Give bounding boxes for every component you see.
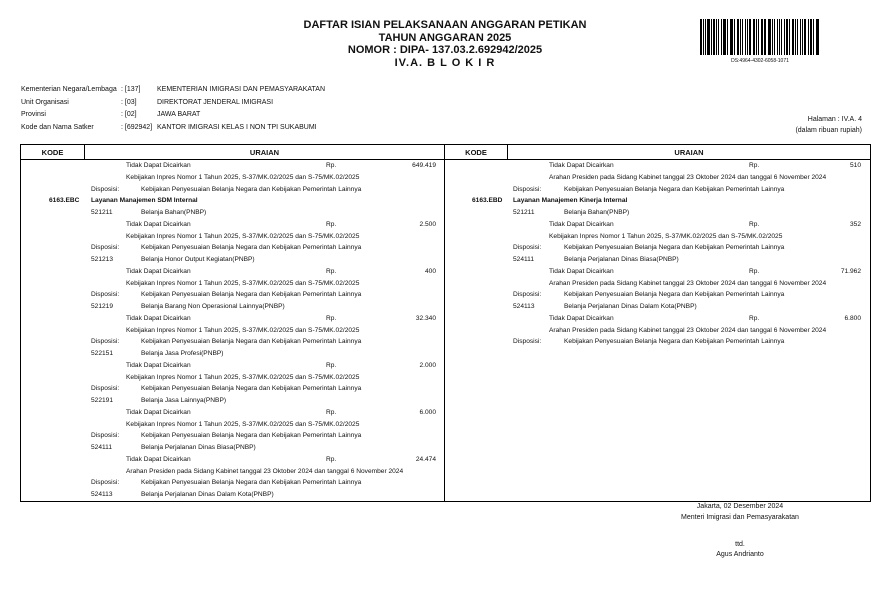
- table-row: [21, 466, 444, 478]
- table-row: [21, 219, 444, 231]
- table-row: [445, 266, 870, 278]
- table-row: [445, 289, 870, 301]
- ds-code: DS:4964-4302-6058-1071: [731, 58, 789, 64]
- table-row: [445, 184, 870, 196]
- table-row: [21, 430, 444, 442]
- cell-code: 6163.EBC: [49, 197, 80, 205]
- header-lbl: Kode dan Nama Satker: [21, 123, 94, 131]
- cell-a: Layanan Manajemen SDM Internal: [91, 197, 198, 205]
- table-row: [21, 407, 444, 419]
- cell-rp: Rp.: [326, 408, 337, 416]
- table-row: [21, 489, 444, 501]
- cell-b: Kebijakan Inpres Nomor 1 Tahun 2025, S-37/MK.02/2025 dan S-75/MK.02/2025: [126, 326, 360, 334]
- cell-amt: 71.962: [840, 267, 861, 275]
- cell-rp: Rp.: [749, 314, 760, 322]
- cell-b: Arahan Presiden pada Sidang Kabinet tanggal 23 Oktober 2024 dan tanggal 6 November 2024: [549, 279, 827, 287]
- cell-b: Kebijakan Penyesuaian Belanja Negara dan Kebijakan Pemerintah Lainnya: [141, 432, 362, 440]
- cell-a: 524111: [513, 256, 535, 263]
- cell-b: Kebijakan Inpres Nomor 1 Tahun 2025, S-37/MK.02/2025 dan S-75/MK.02/2025: [549, 232, 783, 240]
- cell-code: 6163.EBD: [472, 197, 503, 205]
- cell-a: Disposisi:: [513, 338, 542, 346]
- cell-rp: Rp.: [749, 220, 760, 228]
- cell-a: 521219: [91, 303, 114, 310]
- cell-amt: 400: [424, 267, 436, 275]
- header-code: : [03]: [121, 98, 137, 106]
- table-row: [445, 242, 870, 254]
- cell-b: Kebijakan Inpres Nomor 1 Tahun 2025, S-37/MK.02/2025 dan S-75/MK.02/2025: [126, 173, 360, 181]
- header-code: : [02]: [121, 111, 137, 118]
- cell-b: Belanja Perjalanan Dinas Dalam Kota(PNBP): [141, 491, 274, 498]
- cell-b: Kebijakan Penyesuaian Belanja Negara dan Kebijakan Pemerintah Lainnya: [564, 185, 785, 193]
- right-column: [445, 160, 871, 502]
- table-row: [445, 219, 870, 231]
- cell-a: Disposisi:: [91, 385, 120, 393]
- cell-b: Belanja Perjalanan Dinas Biasa(PNBP): [564, 256, 679, 263]
- cell-b: Kebijakan Penyesuaian Belanja Negara dan Kebijakan Pemerintah Lainnya: [141, 479, 362, 487]
- cell-b: Kebijakan Penyesuaian Belanja Negara dan Kebijakan Pemerintah Lainnya: [564, 291, 785, 299]
- table-row: [21, 301, 444, 313]
- col-header-kode-left: KODE: [21, 145, 85, 160]
- cell-rp: Rp.: [326, 162, 337, 169]
- cell-a: Disposisi:: [91, 432, 120, 440]
- table-row: [21, 325, 444, 337]
- signature-place-date: Jakarta, 02 Desember 2024: [696, 503, 784, 510]
- table-row: [445, 195, 870, 207]
- cell-rp: Rp.: [326, 361, 337, 369]
- cell-b: Kebijakan Inpres Nomor 1 Tahun 2025, S-37/MK.02/2025 dan S-75/MK.02/2025: [126, 420, 360, 428]
- table-row: [445, 278, 870, 290]
- cell-b: Arahan Presiden pada Sidang Kabinet tanggal 23 Oktober 2024 dan tanggal 6 November 2024: [126, 467, 404, 475]
- cell-amt: 510: [849, 162, 861, 169]
- cell-b: Kebijakan Penyesuaian Belanja Negara dan Kebijakan Pemerintah Lainnya: [141, 244, 362, 252]
- cell-amt: 2.000: [419, 361, 436, 369]
- cell-amt: 24.474: [415, 455, 436, 463]
- table-row: [21, 195, 444, 207]
- signature-position: Menteri Imigrasi dan Pemasyarakatan: [681, 514, 799, 521]
- cell-a: 522151: [91, 350, 114, 357]
- cell-a: 521211: [513, 209, 535, 216]
- table-row: [21, 242, 444, 254]
- cell-b: Tidak Dapat Dicairkan: [126, 314, 191, 322]
- cell-amt: 6.000: [419, 408, 436, 416]
- table-row: [21, 372, 444, 384]
- cell-b: Tidak Dapat Dicairkan: [549, 314, 614, 322]
- cell-b: Belanja Perjalanan Dinas Biasa(PNBP): [141, 444, 256, 451]
- header-val: DIREKTORAT JENDERAL IMIGRASI: [157, 98, 274, 106]
- table-row: [21, 477, 444, 489]
- cell-b: Tidak Dapat Dicairkan: [126, 220, 191, 228]
- cell-a: 521213: [91, 256, 114, 263]
- cell-a: Disposisi:: [91, 185, 120, 193]
- table-row: [21, 278, 444, 290]
- doc-title-line2: TAHUN ANGGARAN 2025: [378, 31, 512, 44]
- cell-a: Disposisi:: [91, 291, 120, 299]
- table-row: [445, 313, 870, 325]
- col-header-uraian-left: URAIAN: [85, 145, 445, 160]
- cell-b: Belanja Perjalanan Dinas Dalam Kota(PNBP): [564, 303, 697, 310]
- cell-b: Tidak Dapat Dicairkan: [549, 220, 614, 228]
- table-row: [445, 254, 870, 266]
- cell-amt: 2.500: [419, 220, 436, 228]
- left-column: [21, 160, 445, 502]
- table-row: [21, 231, 444, 243]
- table-row: [21, 336, 444, 348]
- cell-rp: Rp.: [326, 314, 337, 322]
- cell-b: Belanja Jasa Lainnya(PNBP): [141, 397, 227, 404]
- cell-a: 522191: [91, 397, 114, 404]
- cell-amt: 32.340: [415, 314, 436, 322]
- table-row: [445, 325, 870, 337]
- table-row: [445, 160, 870, 172]
- cell-b: Kebijakan Penyesuaian Belanja Negara dan Kebijakan Pemerintah Lainnya: [141, 185, 362, 193]
- cell-rp: Rp.: [326, 455, 337, 463]
- table-row: [21, 160, 444, 172]
- cell-a: 521211: [91, 209, 113, 216]
- cell-b: Kebijakan Inpres Nomor 1 Tahun 2025, S-37/MK.02/2025 dan S-75/MK.02/2025: [126, 232, 360, 240]
- cell-b: Kebijakan Penyesuaian Belanja Negara dan Kebijakan Pemerintah Lainnya: [141, 385, 362, 393]
- cell-a: Disposisi:: [513, 291, 542, 299]
- table-row: [445, 301, 870, 313]
- signature-name: Agus Andrianto: [716, 551, 764, 558]
- cell-b: Belanja Barang Non Operasional Lainnya(PNBP): [141, 303, 285, 310]
- cell-a: Disposisi:: [513, 244, 542, 252]
- cell-a: Disposisi:: [91, 338, 120, 346]
- cell-b: Kebijakan Inpres Nomor 1 Tahun 2025, S-37/MK.02/2025 dan S-75/MK.02/2025: [126, 373, 360, 381]
- cell-b: Belanja Bahan(PNBP): [564, 209, 630, 216]
- table-row: [21, 419, 444, 431]
- header-info: [0, 84, 600, 136]
- cell-b: Kebijakan Inpres Nomor 1 Tahun 2025, S-37/MK.02/2025 dan S-75/MK.02/2025: [126, 279, 360, 287]
- cell-a: Layanan Manajemen Kinerja Internal: [513, 197, 628, 205]
- cell-b: Kebijakan Penyesuaian Belanja Negara dan Kebijakan Pemerintah Lainnya: [141, 338, 362, 346]
- cell-b: Arahan Presiden pada Sidang Kabinet tanggal 23 Oktober 2024 dan tanggal 6 November 2024: [549, 326, 827, 334]
- table-row: [21, 313, 444, 325]
- signature-ttd: ttd.: [735, 541, 745, 548]
- header-val: KEMENTERIAN IMIGRASI DAN PEMASYARAKATAN: [157, 86, 326, 93]
- col-header-uraian-right: URAIAN: [508, 145, 871, 160]
- header-code: : [137]: [121, 86, 141, 93]
- cell-b: Tidak Dapat Dicairkan: [126, 408, 191, 416]
- table-row: [445, 231, 870, 243]
- doc-title-line1: DAFTAR ISIAN PELAKSANAAN ANGGARAN PETIKAN: [303, 19, 587, 31]
- cell-rp: Rp.: [749, 162, 760, 169]
- cell-amt: 6.800: [844, 314, 861, 322]
- page-number: Halaman : IV.A. 4: [807, 116, 862, 123]
- cell-b: Kebijakan Penyesuaian Belanja Negara dan Kebijakan Pemerintah Lainnya: [564, 338, 785, 346]
- cell-b: Tidak Dapat Dicairkan: [126, 267, 191, 275]
- table-row: [21, 395, 444, 407]
- cell-b: Kebijakan Penyesuaian Belanja Negara dan Kebijakan Pemerintah Lainnya: [141, 291, 362, 299]
- table-row: [445, 172, 870, 184]
- col-header-kode-right: KODE: [445, 145, 508, 160]
- table-row: [21, 454, 444, 466]
- cell-b: Belanja Honor Output Kegiatan(PNBP): [141, 256, 255, 263]
- barcode-image: [700, 19, 820, 55]
- table-row: [21, 348, 444, 360]
- table-row: [21, 289, 444, 301]
- table-row: [21, 266, 444, 278]
- header-lbl: Provinsi: [21, 111, 46, 118]
- blokir-table: [20, 144, 871, 502]
- cell-a: 524113: [91, 491, 113, 498]
- cell-a: Disposisi:: [91, 244, 120, 252]
- cell-a: 524111: [91, 444, 113, 451]
- table-row: [445, 336, 870, 348]
- cell-a: 524113: [513, 303, 535, 310]
- cell-b: Arahan Presiden pada Sidang Kabinet tanggal 23 Oktober 2024 dan tanggal 6 November 2024: [549, 173, 827, 181]
- cell-b: Belanja Jasa Profesi(PNBP): [141, 350, 224, 357]
- cell-b: Kebijakan Penyesuaian Belanja Negara dan Kebijakan Pemerintah Lainnya: [564, 244, 785, 252]
- header-lbl: Unit Organisasi: [21, 98, 69, 106]
- doc-title-line4: IV.A. B L O K I R: [394, 56, 496, 69]
- table-row: [21, 207, 444, 219]
- doc-title-line3: NOMOR : DIPA- 137.03.2.692942/2025: [347, 44, 543, 56]
- cell-rp: Rp.: [326, 220, 337, 228]
- table-row: [445, 207, 870, 219]
- header-val: KANTOR IMIGRASI KELAS I NON TPI SUKABUMI: [157, 123, 317, 131]
- table-row: [21, 360, 444, 372]
- cell-b: Tidak Dapat Dicairkan: [549, 162, 614, 169]
- cell-b: Tidak Dapat Dicairkan: [126, 455, 191, 463]
- cell-amt: 649.419: [412, 162, 436, 169]
- cell-b: Tidak Dapat Dicairkan: [126, 361, 191, 369]
- header-code: : [692942]: [121, 123, 153, 131]
- cell-a: Disposisi:: [91, 479, 120, 487]
- table-row: [21, 254, 444, 266]
- table-row: [21, 383, 444, 395]
- header-lbl: Kementerian Negara/Lembaga: [21, 86, 117, 93]
- cell-b: Tidak Dapat Dicairkan: [549, 267, 614, 275]
- table-row: [21, 172, 444, 184]
- cell-b: Belanja Bahan(PNBP): [141, 209, 207, 216]
- cell-rp: Rp.: [326, 267, 337, 275]
- cell-amt: 352: [849, 220, 861, 228]
- header-val: JAWA BARAT: [157, 111, 201, 118]
- table-row: [21, 184, 444, 196]
- unit-note: (dalam ribuan rupiah): [795, 127, 862, 134]
- cell-rp: Rp.: [749, 267, 760, 275]
- cell-a: Disposisi:: [513, 185, 542, 193]
- table-row: [21, 442, 444, 454]
- cell-b: Tidak Dapat Dicairkan: [126, 162, 191, 169]
